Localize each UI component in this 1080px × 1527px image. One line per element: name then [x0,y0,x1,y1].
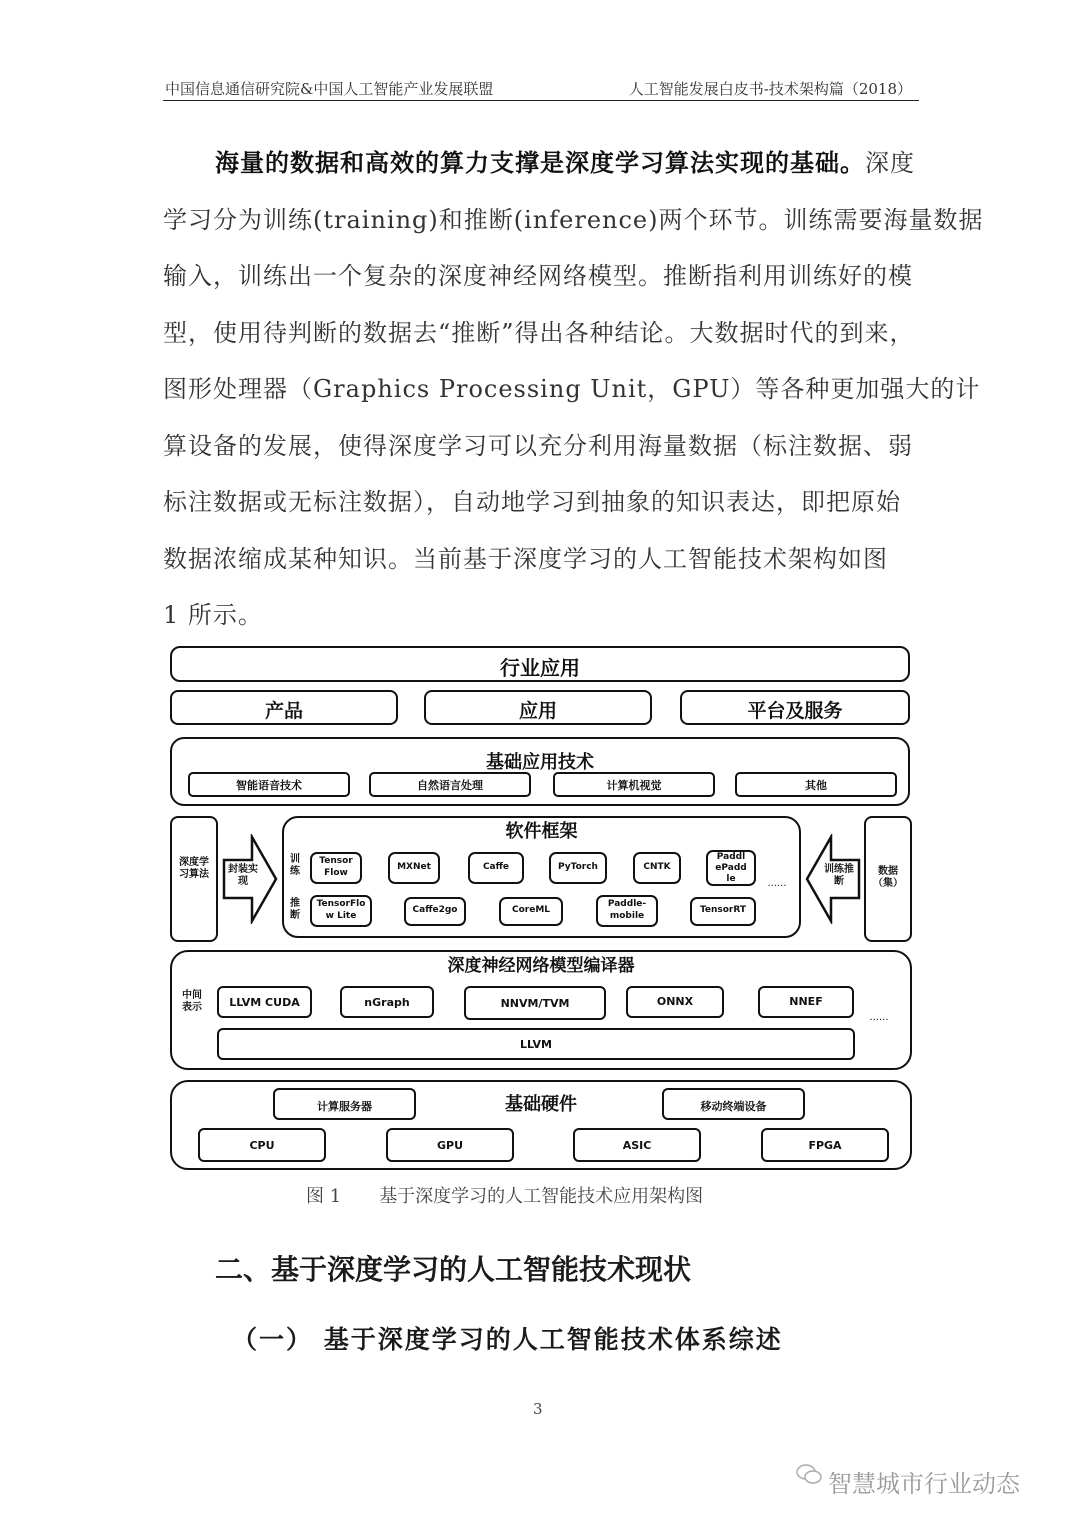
pytorch-label: PyTorch [558,862,598,872]
software-title: 软件框架 [505,821,578,842]
coreml-label: CoreML [511,905,551,915]
tensorflow-label: Tensor Flow [319,856,353,878]
gpu-label: GPU [436,1139,464,1152]
encap-label: 封装实现 [228,864,258,887]
ir-label: 中间表示 [182,990,202,1013]
subsection-heading: （一） 基于深度学习的人工智能技术体系综述 [232,1325,783,1354]
section-heading: 二、基于深度学习的人工智能技术现状 [215,1253,692,1286]
figure-caption [306,1182,741,1208]
mobile-label: 移动终端设备 [700,1100,767,1113]
application-label: 应用 [518,700,557,722]
caffe2go-label: Caffe2go [412,905,458,915]
watermark: 智慧城市行业动态 [828,1470,1020,1498]
body-line: 图形处理器（Graphics Processing Unit，GPU）等各种更加强大的计 [163,375,981,403]
compiler-ellipsis: ...... [869,1012,889,1023]
nnvm-label: NNVM/TVM [500,997,570,1010]
ngraph-label: nGraph [364,996,410,1009]
cpu-label: CPU [249,1139,275,1152]
onnx-label: ONNX [656,995,694,1008]
data-label: 数据（集） [873,866,903,889]
cntk-label: CNTK [643,862,671,872]
software-ellipsis: ...... [767,878,787,889]
body-line: 数据浓缩成某种知识。当前基于深度学习的人工智能技术架构如图 [163,544,888,573]
caffe-label: Caffe [482,862,510,872]
caption-text: 基于深度学习的人工智能技术应用架构图 [379,1186,704,1207]
body-line: 型，使用待判断的数据去“推断”得出各种结论。大数据时代的到来， [163,318,915,347]
body-line: 算设备的发展，使得深度学习可以充分利用海量数据（标注数据、弱 [163,431,913,460]
train-infer-label: 训练推断 [824,864,854,887]
body-line: 1 所示。 [163,601,263,629]
nlp-label: 自然语言处理 [417,779,483,792]
paddle-label: PaddlePaddle [715,852,747,884]
body-line: 深度 [865,149,915,177]
caption-number: 图 1 [306,1186,342,1207]
page-number: 3 [533,1400,543,1418]
fpga-label: FPGA [808,1139,842,1152]
infer-label: 推断 [290,898,300,921]
header-rule [163,100,919,101]
train-label: 训练 [290,854,300,877]
speech-label: 智能语音技术 [236,779,302,792]
algo-label: 深度学习算法 [179,857,209,880]
body-line: 学习分为训练(training)和推断(inference)两个环节。训练需要海量数据 [163,205,984,234]
platform-label: 平台及服务 [747,700,843,722]
nnef-label: NNEF [789,995,823,1008]
tflite-label: TensorFlow Lite [316,899,366,921]
other-label: 其他 [805,779,827,792]
body-line: 标注数据或无标注数据），自动地学习到抽象的知识表达，即把原始 [163,488,901,516]
llvm-label: LLVM [520,1038,552,1051]
compiler-title: 深度神经网络模型编译器 [447,956,635,976]
lead-sentence: 海量的数据和高效的算力支撑是深度学习算法实现的基础。 [215,149,865,177]
mxnet-label: MXNet [397,862,431,872]
server-label: 计算服务器 [317,1100,372,1113]
hardware-title: 基础硬件 [505,1094,577,1115]
product-label: 产品 [264,700,303,722]
header-left: 中国信息通信研究院&中国人工智能产业发展联盟 [165,80,494,98]
wechat-icon [796,1464,822,1484]
body-paragraph [163,135,984,644]
body-line: 输入，训练出一个复杂的深度神经网络模型。推断指利用训练好的模 [163,262,913,290]
header-right: 人工智能发展白皮书-技术架构篇（2018） [628,80,912,98]
paddle-mobile-label: Paddle-mobile [607,899,647,921]
tensorrt-label: TensorRT [699,905,747,915]
industry-label: 行业应用 [500,656,580,680]
asic-label: ASIC [622,1139,652,1152]
cv-label: 计算机视觉 [606,779,662,792]
basic-app-title: 基础应用技术 [486,752,594,773]
llvm-cuda-label: LLVM CUDA [229,996,300,1009]
